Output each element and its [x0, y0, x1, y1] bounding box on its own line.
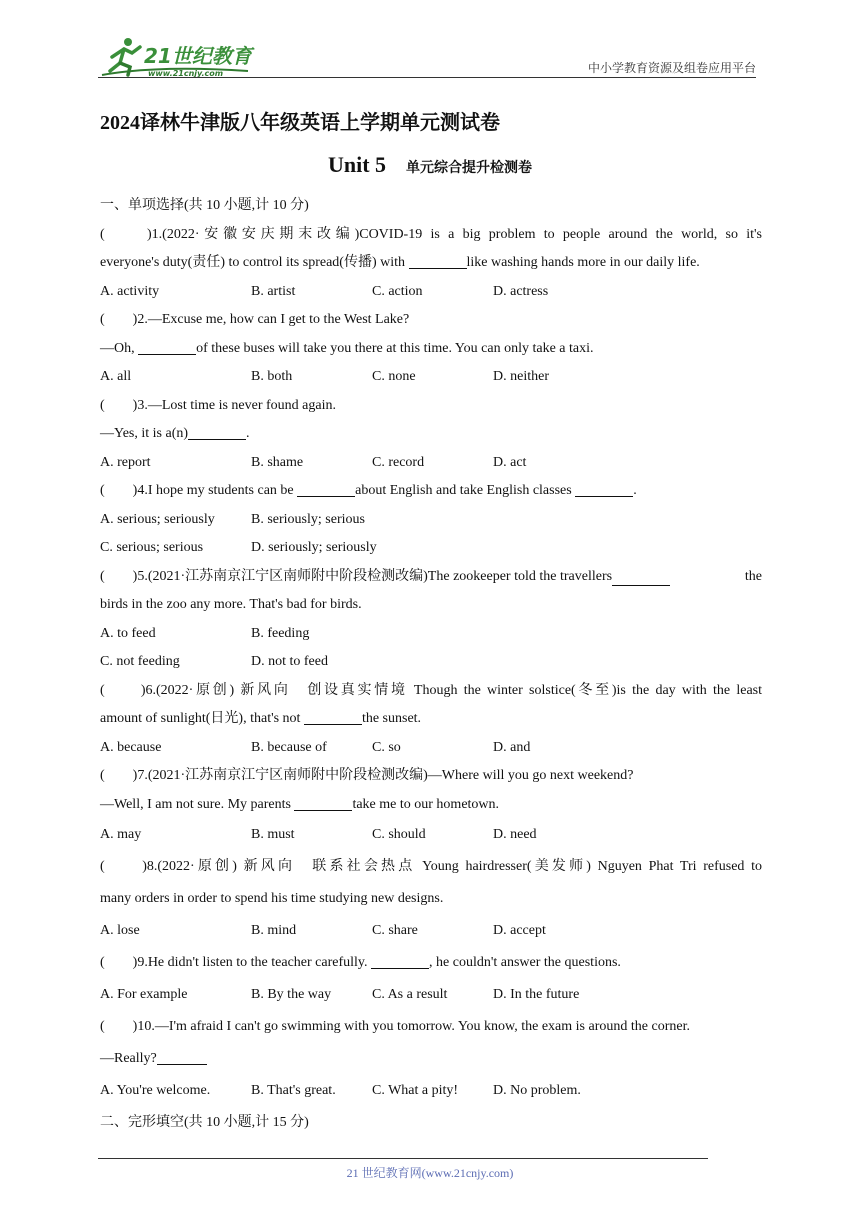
option-d: D. actress [493, 283, 549, 299]
question-3-line-2 [100, 420, 762, 449]
answer-blank [409, 252, 467, 269]
option-d: D. No problem. [493, 1083, 581, 1098]
question-text: the [744, 568, 762, 584]
option-d: D. neither [493, 369, 549, 384]
answer-blank [612, 569, 670, 586]
question-8-line-2: many orders in order to spend his time studying new designs. [100, 891, 444, 906]
option-d: D. accept [493, 923, 546, 938]
question-text: the sunset. [361, 711, 422, 726]
answer-blank [304, 708, 362, 725]
footer-divider [98, 1158, 708, 1159]
option-a: A. For example [100, 987, 188, 1002]
question-10-options [100, 1075, 762, 1107]
logo-text: 21世纪教育 [144, 44, 252, 68]
question-text: —Really? [100, 1051, 157, 1066]
header-divider [98, 77, 756, 78]
question-3-line-1: ( )3.—Lost time is never found again. [100, 397, 337, 413]
question-5-options-row-2 [100, 648, 762, 677]
question-9-options [100, 979, 762, 1011]
question-3-options [100, 449, 762, 478]
answer-blank [575, 480, 633, 497]
question-5-line-1 [100, 563, 762, 592]
question-text: like washing hands more in our daily life. [466, 255, 700, 270]
question-4-options-row-1 [100, 506, 762, 535]
question-text: ( )4.I hope my students can be [100, 483, 298, 498]
option-b: B. because of [251, 739, 327, 755]
question-6-line-2 [100, 705, 762, 734]
option-a: A. to feed [100, 625, 156, 641]
unit-label: Unit 5 [327, 152, 387, 177]
option-b: B. By the way [251, 987, 332, 1002]
option-c: C. serious; serious [100, 540, 204, 555]
question-6-options [100, 734, 762, 763]
section-heading: 一、单项选择(共 10 小题,计 10 分) [100, 198, 309, 213]
option-a: A. activity [100, 283, 160, 299]
option-d: D. not to feed [251, 654, 328, 669]
answer-blank [371, 952, 429, 969]
question-7-line-1: ( )7.(2021·江苏南京江宁区南师附中阶段检测改编)—Where will you go next weekend? [100, 768, 634, 783]
answer-blank [294, 794, 352, 811]
question-text: , he couldn't answer the questions. [429, 955, 621, 970]
question-text: —Yes, it is a(n) [100, 426, 189, 441]
option-d: D. act [493, 454, 527, 470]
question-10-line-1: ( )10.—I'm afraid I can't go swimming with you tomorrow. You know, the exam is around the corner. [100, 1019, 690, 1034]
logo-url: www.21cnjy.com [148, 69, 224, 78]
option-b: B. feeding [251, 625, 310, 641]
question-text: take me to our hometown. [352, 796, 500, 812]
option-b: B. both [251, 369, 293, 384]
question-8-line-1: ( )8.(2022·原创) 新风向 联系社会热点 Young hairdresser(美发师) Nguyen Phat Tri refused to [100, 859, 762, 874]
option-c: C. should [372, 827, 426, 842]
question-text: . [246, 426, 250, 441]
question-4-options-row-2 [100, 534, 762, 563]
unit-sub-label: 单元综合提升检测卷 [406, 160, 533, 176]
option-d: D. need [493, 827, 537, 842]
option-a: A. report [100, 454, 151, 470]
question-text: —Oh, [100, 340, 139, 356]
option-d: D. and [493, 739, 531, 755]
question-4-line-1 [100, 477, 762, 506]
option-c: C. so [372, 739, 401, 755]
option-c: C. record [372, 454, 425, 470]
question-1-line-1: ( )1.(2022·安徽安庆期末改编)COVID-19 is a big problem to people around the world, so it's [100, 226, 762, 242]
question-10-line-2 [100, 1043, 762, 1075]
runner-logo-icon [98, 35, 258, 79]
option-b: B. artist [251, 283, 296, 299]
option-a: A. lose [100, 923, 140, 938]
option-b: B. seriously; serious [251, 511, 365, 527]
question-text: ( )9.He didn't listen to the teacher carefully. [100, 955, 372, 970]
option-a: A. because [100, 739, 162, 755]
question-text: . [633, 483, 637, 498]
answer-blank [138, 338, 196, 355]
footer-link[interactable]: 21 世纪教育网(www.21cnjy.com) [346, 1166, 514, 1180]
question-1-options [100, 278, 762, 307]
option-b: B. must [251, 827, 295, 842]
question-6-line-1: ( )6.(2022·原创) 新风向 创设真实情境 Though the winter solstice(冬至)is the day with the least [100, 682, 762, 698]
question-text: amount of sunlight(日光), that's not [100, 711, 304, 726]
question-text: of these buses will take you there at this time. You can only take a taxi. [196, 340, 594, 356]
section-heading: 二、完形填空(共 10 小题,计 15 分) [100, 1115, 309, 1130]
answer-blank [157, 1048, 207, 1065]
answer-blank [188, 423, 246, 440]
option-b: B. That's great. [251, 1083, 336, 1098]
page-subtitle [0, 152, 860, 178]
option-c: C. not feeding [100, 654, 180, 669]
question-content [100, 192, 762, 1139]
question-text: about English and take English classes [355, 483, 576, 498]
question-text: everyone's duty(责任) to control its spread(传播) with [100, 255, 409, 270]
option-a: A. all [100, 369, 132, 384]
question-8-options [100, 915, 762, 947]
site-logo [98, 35, 258, 79]
question-text: ( )5.(2021·江苏南京江宁区南师附中阶段检测改编)The zookeeper told the travellers [100, 568, 613, 584]
question-5-line-2: birds in the zoo any more. That's bad for birds. [100, 597, 362, 612]
option-c: C. As a result [372, 987, 448, 1002]
question-7-options [100, 819, 762, 851]
option-a: A. serious; seriously [100, 511, 215, 527]
answer-blank [297, 480, 355, 497]
option-b: B. mind [251, 923, 297, 938]
question-2-line-1: ( )2.—Excuse me, how can I get to the West Lake? [100, 312, 410, 327]
option-a: A. You're welcome. [100, 1083, 211, 1098]
option-b: B. shame [251, 454, 304, 470]
question-text: —Well, I am not sure. My parents [100, 796, 295, 812]
option-d: D. seriously; seriously [251, 540, 377, 555]
option-a: A. may [100, 827, 142, 842]
page-title: 2024译林牛津版八年级英语上学期单元测试卷 [100, 112, 500, 134]
question-2-line-2 [100, 335, 762, 364]
option-c: C. What a pity! [372, 1083, 459, 1098]
option-c: C. none [372, 369, 416, 384]
header-platform-text: 中小学教育资源及组卷应用平台 [587, 61, 756, 75]
question-2-options [100, 363, 762, 392]
question-9-line-1 [100, 947, 762, 979]
option-c: C. action [372, 283, 423, 299]
question-5-options-row-1 [100, 620, 762, 649]
question-7-line-2 [100, 791, 762, 820]
option-c: C. share [372, 923, 418, 938]
option-d: D. In the future [493, 987, 580, 1002]
question-1-line-2 [100, 249, 762, 278]
